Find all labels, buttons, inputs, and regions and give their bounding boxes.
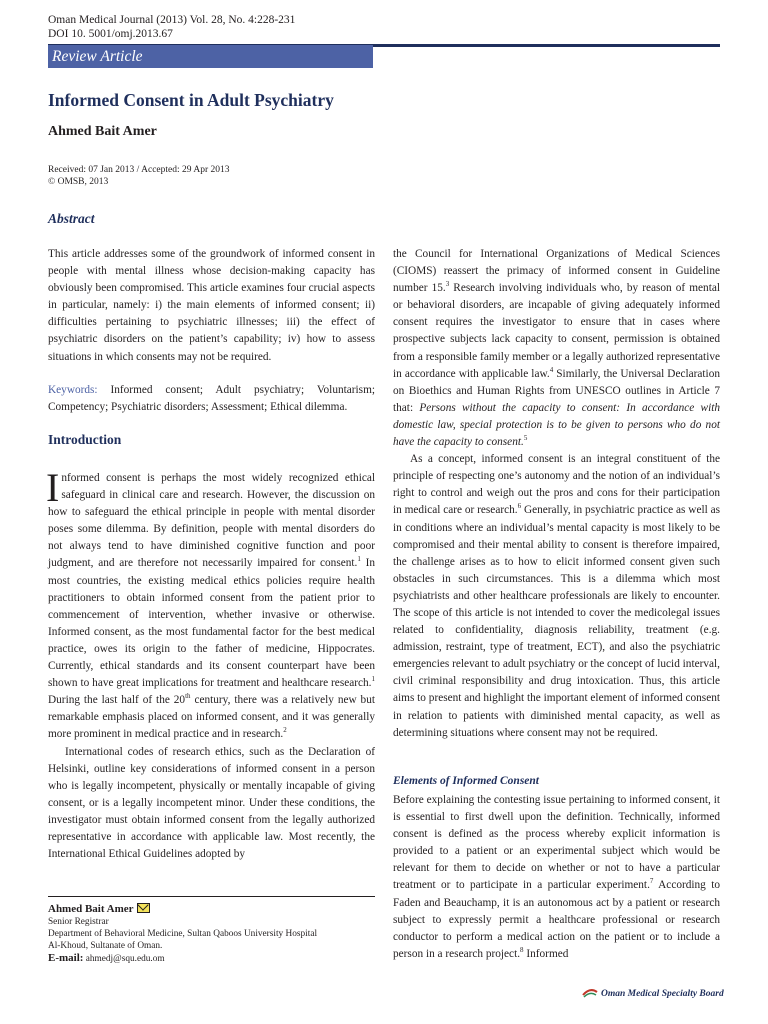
abstract-body	[48, 246, 375, 416]
right-paragraph-1: the Council for International Organizations of Medical Sciences (CIOMS) reassert the primacy of informed consent in Guideline number 15.$^3$ Research involving individuals who, by reason of mental or behavioral disorders, are incapable of giving adequately informed consent requires the investigator to ensure that in cases where prospective subjects lack capacity to consent, permission is obtained from a responsible family member or a legally authorized representative in accordance with applicable law.$^4$ Similarly, the Universal Declaration on Bioethics and Human Rights from UNESCO outlines in Article 7 that: Persons without the capacity to consent: In accordance with domestic law, special protection is to be given to persons who do not have the capacity to consent.$^5$	[393, 248, 720, 449]
elements-subheading: Elements of Informed Consent	[393, 775, 540, 787]
footnote-rule	[48, 896, 375, 897]
footnote-role: Senior Registrar	[48, 917, 109, 927]
right-paragraph-2: As a concept, informed consent is an integral constituent of the principle of respecting one’s autonomy and the notion of an individual’s right to control and weigh out the pros and cons for their participation in medical care or research.$^6$ Generally, in psychiatric practice as well as in conditions where an individual’s mental capacity is most likely to be compromised and their mental ability to consent is therefore impaired, the challenge arises as to how to elicit informed consent given such obstacles in such circumstances. This is a dilemma which most psychiatrists and other healthcare professionals are likely to encounter. The scope of this article is not intended to cover the medicolegal issues related to confidentiality, diagnosis reliability, treatment (e.g. admission, restraint, type of treatment, ECT), and also the psychiatric emergencies relevant to adult psychiatry or the concept of lucid interval, civil criminal responsibility and drug intoxication. Thus, this article aims to present and highlight the important element of informed consent in relation to patients with diminished mental capacity, as well as determining situations where consent may not be required.	[393, 453, 720, 739]
abstract-heading: Abstract	[48, 211, 95, 226]
intro-paragraph-1: Informed consent is perhaps the most widely recognized ethical safeguard in clinical care and research. However, the discussion on how to safeguard the ethical principle in people with mental disorder poses some dilemma. By definition, people with mental disorders do not always tend to have diminished cognitive function and poor judgment, and are therefore not necessarily impaired for consent.$^1$ In most countries, the existing medical ethics policies require health practitioners to obtain informed consent from the patient prior to commencement of intervention, whether invasive or otherwise. Informed consent, as the most fundamental factor for the best medical practice, owes its origin to the father of medicine, Hippocrates. Currently, ethical standards and its consent counterpart have been shown to have great implications for treatment and healthcare research.$^1$ During the last half of the 20th century, there was a relatively new but remarkable emphasis placed on informed consent, and it was generally more prominent in medical practice and in research.$^2$	[46, 465, 375, 741]
article-type-banner	[48, 45, 373, 68]
right-column-top	[393, 246, 720, 742]
unesco-quote: Persons without the capacity to consent: In accordance with domestic law, special protection is to be given to persons who do not have the capacity to consent.	[393, 401, 720, 449]
abstract-text: This article addresses some of the groundwork of informed consent in people with mental illness whose decision-making capacity has obviously been compromised. This article examines four crucial aspects in particular, namely: i) the main elements of informed consent; ii) difficulties pertaining to psychiatric illnesses; iii) the effect of psychiatric disorders on the patient’s capability; iv) how to assess situations in which consents may not be required.	[48, 248, 375, 363]
right-column-bottom	[393, 792, 720, 963]
intro-paragraph-2: International codes of research ethics, such as the Declaration of Helsinki, outline key considerations of informed consent in a person who is legally incompetent, physically or mentally incapable of giving consent, or is a legally incompetent minor. Under these conditions, the investigator must obtain informed consent from the legally authorized representative in accordance with applicable law. Most recently, the International Ethical Guidelines adopted by	[48, 745, 375, 861]
publisher-name: Oman Medical Specialty Board	[601, 989, 724, 999]
drop-cap: I	[46, 465, 60, 510]
keywords-text: Informed consent; Adult psychiatry; Voluntarism; Competency; Psychiatric disorders; Assessment; Ethical dilemma.	[48, 383, 375, 413]
introduction-body	[46, 465, 375, 863]
footnote-email-line	[48, 952, 317, 965]
journal-citation: Oman Medical Journal (2013) Vol. 28, No. 4:228-231	[48, 14, 296, 26]
article-type-label: Review Article	[52, 48, 143, 65]
email-link[interactable]: ahmedj@squ.edu.om	[85, 954, 165, 964]
footnote-city: Al-Khoud, Sultanate of Oman.	[48, 941, 163, 951]
copyright: © OMSB, 2013	[48, 177, 109, 187]
received-accepted: Received: 07 Jan 2013 / Accepted: 29 Apr 2013	[48, 165, 230, 175]
publisher-footer	[582, 986, 724, 999]
author-footnote	[48, 903, 317, 965]
footnote-dept: Department of Behavioral Medicine, Sultan Qaboos University Hospital	[48, 929, 318, 939]
omsb-logo-icon	[582, 986, 598, 998]
footnote-author: Ahmed Bait Amer	[48, 903, 134, 915]
article-title: Informed Consent in Adult Psychiatry	[48, 90, 334, 110]
article-dates	[48, 164, 230, 188]
email-label: E-mail:	[48, 952, 84, 964]
keywords-label: Keywords:	[48, 383, 98, 396]
introduction-heading: Introduction	[48, 432, 122, 447]
journal-header	[48, 14, 295, 41]
keywords	[48, 382, 375, 416]
mail-icon	[137, 903, 150, 913]
doi: DOI 10. 5001/omj.2013.67	[48, 27, 173, 40]
right-paragraph-3: Before explaining the contesting issue pertaining to informed consent, it is essential to first dwell upon the definition. Technically, informed consent is defined as the process whereby explicit information is provided to a patient or an experimental subject which would be relevant for them to decide on whether or not to have a particular treatment or to participate in a particular experiment.$^7$ According to Faden and Beauchamp, it is an autonomous act by a patient or research subject to expressly permit a healthcare professional or research conductor to perform a medical action on the patient or to include a person in a research project.$^8$ Informed	[393, 794, 720, 960]
author-name: Ahmed Bait Amer	[48, 124, 157, 139]
